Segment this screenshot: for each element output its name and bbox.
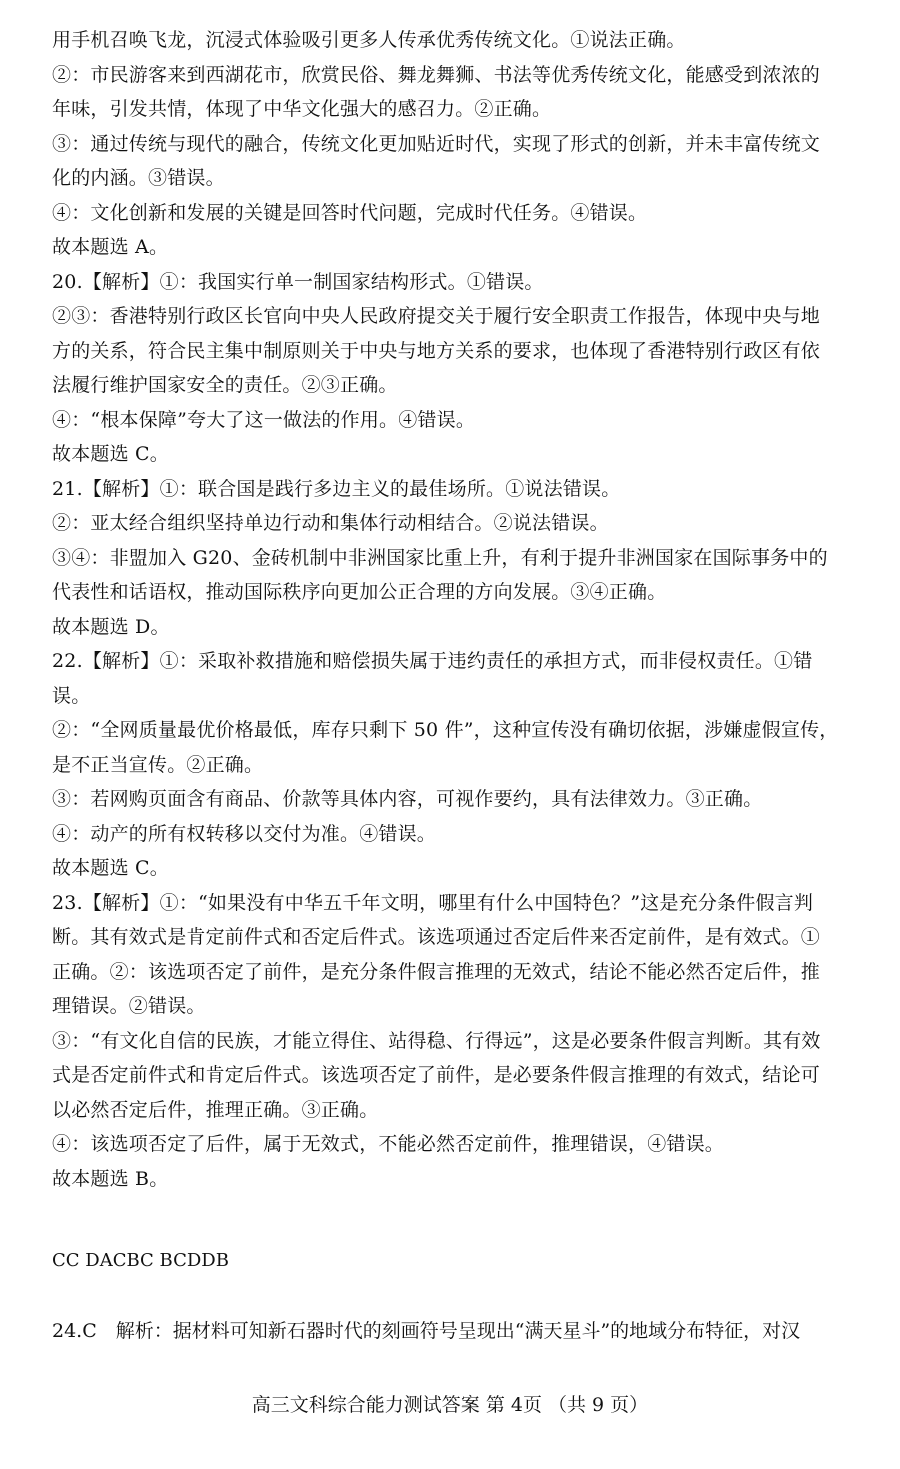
text-line: 正确。②：该选项否定了前件，是充分条件假言推理的无效式，结论不能必然否定后件，推	[52, 960, 821, 983]
answer-explanations	[52, 23, 852, 1196]
text-line: 代表性和话语权，推动国际秩序向更加公正合理的方向发展。③④正确。	[52, 581, 667, 603]
text-line: ③：通过传统与现代的融合，传统文化更加贴近时代，实现了形式的创新，并未丰富传统文	[52, 132, 821, 155]
text-line: 22.【解析】①：采取补救措施和赔偿损失属于违约责任的承担方式，而非侵权责任。①错	[52, 650, 813, 672]
text-line: ④：该选项否定了后件，属于无效式，不能必然否定前件，推理错误，④错误。	[52, 1133, 725, 1155]
text-line: 用手机召唤飞龙，沉浸式体验吸引更多人传承优秀传统文化。①说法正确。	[52, 29, 686, 51]
text-line: 理错误。②错误。	[52, 995, 206, 1017]
text-line: 故本题选 C。	[52, 443, 169, 465]
text-line: ③：若网购页面含有商品、价款等具体内容，可视作要约，具有法律效力。③正确。	[52, 788, 763, 810]
question-24-explanation: 24.C 解析：据材料可知新石器时代的刻画符号呈现出“满天星斗”的地域分布特征，对汉	[52, 1320, 801, 1342]
page-footer: 高三文科综合能力测试答案 第 4页 （共 9 页）	[251, 1394, 649, 1416]
text-line: 化的内涵。③错误。	[52, 167, 225, 189]
text-line: ③：“有文化自信的民族，才能立得住、站得稳、行得远”，这是必要条件假言判断。其有效	[52, 1029, 821, 1052]
text-line: ②③：香港特别行政区长官向中央人民政府提交关于履行安全职责工作报告，体现中央与地	[52, 305, 821, 327]
text-line: ③④：非盟加入 G20、金砖机制中非洲国家比重上升，有利于提升非洲国家在国际事务中的	[52, 546, 828, 569]
answer-key-line: CC DACBC BCDDB	[52, 1250, 229, 1271]
text-line: 以必然否定后件，推理正确。③正确。	[52, 1098, 379, 1121]
text-line: ②：“全网质量最优价格最低，库存只剩下 50 件”，这种宣传没有确切依据，涉嫌虚假宣传，	[52, 719, 839, 741]
text-line: 故本题选 B。	[52, 1167, 169, 1190]
text-line: 断。其有效式是肯定前件式和否定后件式。该选项通过否定后件来否定前件，是有效式。①	[52, 926, 821, 948]
text-line: 方的关系，符合民主集中制原则关于中央与地方关系的要求，也体现了香港特别行政区有依	[52, 339, 821, 362]
text-line: ④：文化创新和发展的关键是回答时代问题，完成时代任务。④错误。	[52, 201, 648, 224]
text-line: 20.【解析】①：我国实行单一制国家结构形式。①错误。	[52, 270, 544, 293]
text-line: 是不正当宣传。②正确。	[52, 753, 264, 776]
text-line: 21.【解析】①：联合国是践行多边主义的最佳场所。①说法错误。	[52, 477, 621, 500]
text-line: 故本题选 A。	[52, 236, 169, 258]
text-line: 式是否定前件式和肯定后件式。该选项否定了前件，是必要条件假言推理的有效式，结论可	[52, 1064, 821, 1086]
text-line: 故本题选 C。	[52, 857, 169, 879]
text-line: 法履行维护国家安全的责任。②③正确。	[52, 374, 398, 396]
text-line: ④：动产的所有权转移以交付为准。④错误。	[52, 822, 437, 845]
text-line: ②：市民游客来到西湖花市，欣赏民俗、舞龙舞狮、书法等优秀传统文化，能感受到浓浓的	[52, 63, 821, 86]
text-line: 年味，引发共情，体现了中华文化强大的感召力。②正确。	[52, 98, 552, 120]
text-line: ②：亚太经合组织坚持单边行动和集体行动相结合。②说法错误。	[52, 512, 609, 534]
text-line: 23.【解析】①：“如果没有中华五千年文明，哪里有什么中国特色？”这是充分条件假言判	[52, 891, 814, 914]
text-line: 误。	[52, 684, 91, 707]
text-line: 故本题选 D。	[52, 615, 170, 638]
text-line: ④：“根本保障”夸大了这一做法的作用。④错误。	[52, 408, 476, 431]
